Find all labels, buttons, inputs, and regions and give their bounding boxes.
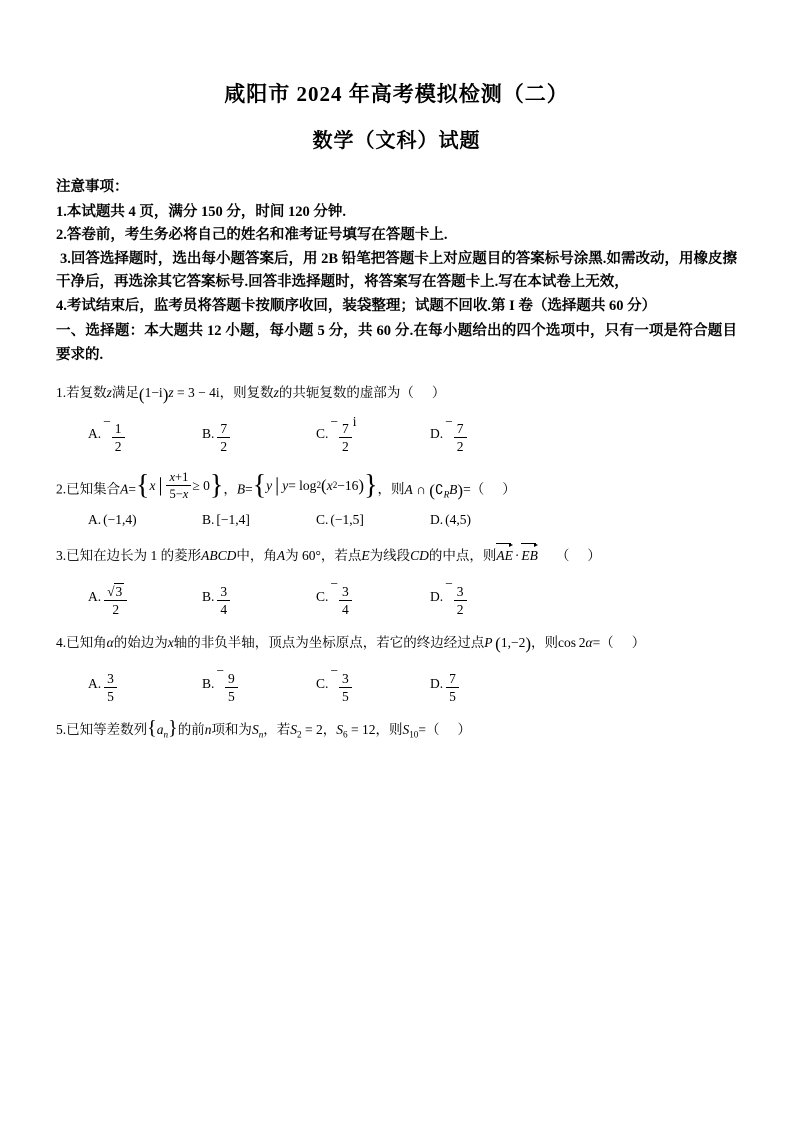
- q3-option-A-label: A.: [88, 588, 102, 604]
- q3-text-1: 已知在边长为 1 的菱形: [66, 548, 202, 564]
- q2-option-D-label: D.: [430, 512, 444, 528]
- q5-cond-2: $S_6 = 12$: [336, 721, 376, 740]
- q3-seg-cd: CD: [410, 548, 429, 564]
- q1-option-B[interactable]: [202, 414, 316, 455]
- q3-text-3: 为 60°，若点: [285, 548, 362, 564]
- question-2-options: [56, 512, 737, 528]
- q2-text-4: ）: [502, 481, 516, 497]
- q3-text-2: 中，角: [236, 548, 277, 564]
- q2-option-A[interactable]: [88, 512, 202, 528]
- q2-option-C[interactable]: [316, 512, 430, 528]
- question-3: [56, 544, 737, 617]
- q2-option-B[interactable]: [202, 512, 316, 528]
- q3-option-B-label: B.: [202, 588, 215, 604]
- q3-option-D[interactable]: [430, 576, 544, 617]
- q1-text-1: 若复数: [66, 385, 107, 401]
- q3-point-e: E: [361, 548, 370, 564]
- q3-no: 3.: [56, 548, 67, 564]
- q3-option-B-value: $\frac{3}{4}$: [216, 576, 231, 617]
- q3-quad: ABCD: [201, 548, 237, 564]
- q5-comma: ，: [322, 721, 337, 737]
- q3-dot-operator: ·: [514, 548, 520, 564]
- section-label: 一、选择题：: [56, 323, 145, 340]
- q4-option-D-value: $\frac{7}{5}$: [445, 663, 460, 704]
- q5-no: 5.: [56, 721, 67, 737]
- q4-option-B[interactable]: [202, 663, 316, 704]
- q2-setB-name: B: [236, 481, 246, 497]
- q1-option-C[interactable]: [316, 414, 430, 455]
- q1-option-A-value: − $\frac{1}{2}$: [103, 414, 125, 455]
- q3-option-C-value: − $\frac{3}{4}$: [330, 576, 352, 617]
- q3-angle: A: [276, 548, 286, 564]
- q3-option-A-value: $\frac{√3}{2}$: [103, 576, 128, 617]
- q2-option-C-value: (−1,5]: [330, 512, 364, 528]
- q5-sn: $S_n$: [251, 721, 264, 740]
- q3-option-C-label: C.: [316, 588, 329, 604]
- q2-option-C-label: C.: [316, 512, 329, 528]
- q1-option-D[interactable]: [430, 414, 544, 455]
- q4-option-A[interactable]: [88, 663, 202, 704]
- q4-alpha: α: [106, 634, 114, 650]
- q4-text-5: =（: [592, 634, 614, 650]
- question-1: [56, 383, 737, 454]
- q3-vector-ae: AE: [496, 544, 513, 566]
- q5-text-1: 已知等差数列: [66, 721, 148, 737]
- page-title: 咸阳市 2024 年高考模拟检测（二）: [224, 82, 569, 106]
- q1-option-A[interactable]: [88, 414, 202, 455]
- q5-text-2: 的前: [177, 721, 205, 737]
- q3-option-A[interactable]: [88, 576, 202, 617]
- q4-text-3: 轴的非负半轴，顶点为坐标原点，若它的终边经过点: [173, 634, 485, 650]
- notice-item-1: 1.本试题共 4 页，满分 150 分，时间 120 分钟.: [56, 204, 346, 220]
- notice-item-4: 4.考试结束后，监考员将答题卡按顺序收回，装袋整理；试题不回收.第 I 卷（选择题共 60 分）: [56, 297, 657, 314]
- q5-text-3: 项和为: [211, 721, 252, 737]
- q3-option-D-label: D.: [430, 588, 444, 604]
- notice-heading: 注意事项：: [56, 179, 129, 195]
- question-2: [56, 470, 737, 528]
- q3-text-5: 的中点，则: [428, 548, 497, 564]
- q1-option-C-value: − $\frac{7}{2}$ i: [330, 413, 357, 455]
- q3-option-D-value: − $\frac{3}{2}$: [445, 576, 467, 617]
- question-1-options: [56, 414, 737, 455]
- question-5: [56, 716, 737, 742]
- q1-text-4: 的共轭复数的虚部为（: [278, 385, 414, 401]
- question-1-stem: [56, 383, 737, 403]
- question-3-stem: [56, 544, 737, 566]
- q4-text-4: ，则: [531, 634, 559, 650]
- notice-item-3: 3.回答选择题时，选出每小题答案后，用 2B 铅笔把答题卡上对应题目的答案标号涂黑.如需改动，用橡皮擦干净后，再选涂其它答案标号.回答非选择题时，将答案写在答题卡上.写在本试卷上无效，: [56, 250, 737, 291]
- q2-comma: ，: [223, 481, 237, 497]
- q2-setB-body: { y | y = log 2 ( x 2 −16 ) }: [252, 469, 378, 501]
- q4-no: 4.: [56, 634, 67, 650]
- q5-text-4: ，若: [263, 721, 291, 737]
- q2-no: 2.: [56, 481, 67, 497]
- q5-n: n: [204, 721, 212, 737]
- q1-option-B-value: $\frac{7}{2}$: [216, 414, 231, 455]
- q2-option-B-value: [−1,4]: [216, 512, 250, 528]
- q4-text-2: 的始边为: [113, 634, 168, 650]
- q4-text-1: 已知角: [66, 634, 107, 650]
- q5-cond-1: $S_2 = 2$: [290, 721, 323, 740]
- q2-setA-name: A: [120, 481, 129, 497]
- q2-option-A-label: A.: [88, 512, 102, 528]
- q4-option-B-value: − $\frac{9}{5}$: [216, 663, 238, 704]
- q1-var-z2: z: [273, 385, 279, 401]
- question-5-stem: [56, 716, 737, 742]
- q4-option-A-value: $\frac{3}{5}$: [103, 663, 118, 704]
- q1-text-3: ，则复数: [219, 385, 274, 401]
- q5-seq: $\{a_n\}$: [147, 716, 178, 740]
- q1-no: 1.: [56, 385, 67, 401]
- q4-option-C-value: − $\frac{3}{5}$: [330, 663, 352, 704]
- q2-text-2: ，则: [377, 481, 405, 497]
- question-4-options: [56, 663, 737, 704]
- question-4: [56, 633, 737, 704]
- q2-expr: A ∩ $(∁_RB)$: [404, 481, 464, 501]
- q2-option-D-value: (4,5): [445, 512, 471, 528]
- q3-text-4: 为线段: [369, 548, 411, 564]
- q4-text-6: ）: [631, 634, 646, 650]
- q3-vector-eb: EB: [521, 544, 538, 566]
- q2-option-B-label: B.: [202, 512, 215, 528]
- question-2-stem: 2.已知集合A= { x | $\frac{x+1}{5-x}$ ≥ 0 } ，B= { y | y = log 2 ( x 2 −16 ) } ，则A ∩ $(∁_RB)=$（ ）: [56, 469, 516, 502]
- q4-option-C[interactable]: [316, 663, 430, 704]
- q4-point-p: P (1,−2): [484, 634, 532, 654]
- q1-text-5: ）: [431, 385, 446, 401]
- q3-option-C[interactable]: [316, 576, 430, 617]
- q2-text-1: 已知集合: [66, 481, 121, 497]
- q1-option-D-value: − $\frac{7}{2}$: [445, 414, 467, 455]
- q4-option-B-label: B.: [202, 675, 215, 691]
- q4-option-D[interactable]: [430, 663, 544, 704]
- q5-text-7: ）: [457, 721, 472, 737]
- q4-option-C-label: C.: [316, 675, 329, 691]
- page-subtitle: 数学（文科）试题: [312, 130, 481, 152]
- q5-text-6: =（: [418, 721, 440, 737]
- q2-text-3: =（: [463, 481, 485, 497]
- notice-item-2: 2.答卷前，考生务必将自己的姓名和准考证号填写在答题卡上.: [56, 227, 448, 244]
- q1-option-C-label: C.: [316, 425, 329, 441]
- q1-eq: (1−i)z = 3 − 4i: [138, 384, 220, 404]
- q4-x-axis: x: [167, 634, 174, 650]
- q2-option-A-value: (−1,4): [103, 512, 137, 528]
- q1-option-A-label: A.: [88, 425, 102, 441]
- question-3-options: [56, 576, 737, 617]
- q5-text-5: ，则: [375, 721, 403, 737]
- q5-target: $S_{10}$: [402, 721, 419, 740]
- q3-text-6: （: [555, 548, 570, 564]
- q3-text-7: ）: [587, 548, 601, 564]
- q4-cos: cos 2α: [558, 634, 593, 650]
- q2-setA-body: { x | $\frac{x+1}{5-x}$ ≥ 0 }: [136, 469, 224, 502]
- q1-text-2: 满足: [111, 385, 139, 401]
- q4-option-A-label: A.: [88, 675, 102, 691]
- section-heading: [56, 320, 737, 367]
- question-4-stem: [56, 633, 737, 653]
- section-text: 本大题共 12 小题，每小题 5 分，共 60 分.在每小题给出的四个选项中，只有一项是符合题目要求的.: [56, 323, 737, 363]
- q4-option-D-label: D.: [430, 675, 444, 691]
- q1-option-B-label: B.: [202, 425, 215, 441]
- q1-option-D-label: D.: [430, 425, 444, 441]
- q1-var-z: z: [106, 385, 112, 401]
- q3-option-B[interactable]: [202, 576, 316, 617]
- q2-option-D[interactable]: [430, 512, 544, 528]
